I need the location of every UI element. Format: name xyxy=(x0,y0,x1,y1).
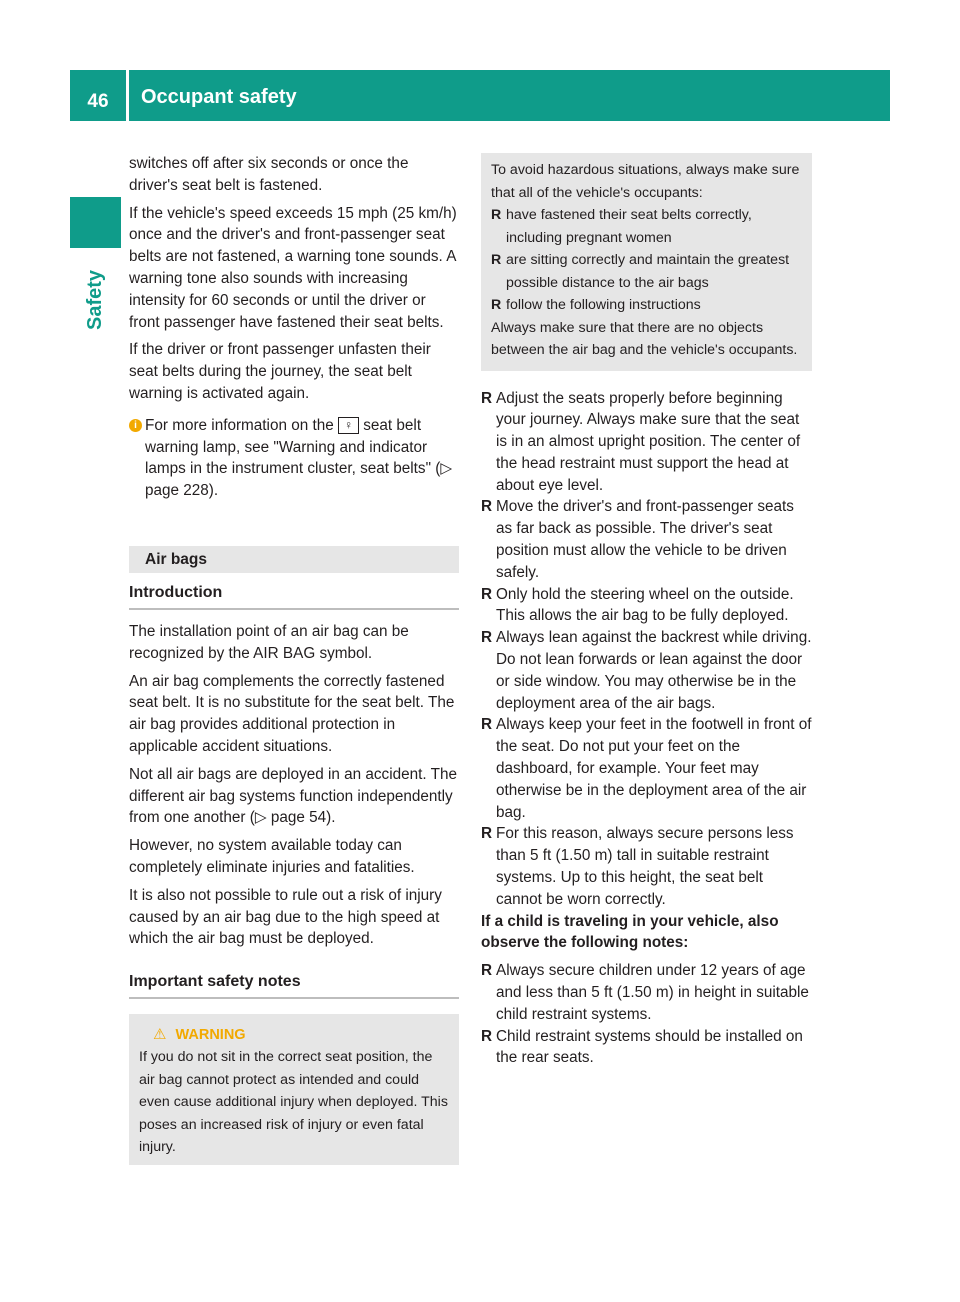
info-icon: i xyxy=(129,419,142,432)
list-item xyxy=(481,1026,812,1070)
page-number: 46 xyxy=(87,91,109,112)
list-item xyxy=(481,584,812,628)
box-intro: To avoid hazardous situations, always make sure that all of the vehicle's occupants: xyxy=(491,162,800,201)
bullet-icon: R xyxy=(491,207,502,223)
bullet-icon: R xyxy=(481,716,493,734)
list-item-text: For this reason, always secure persons less than 5 ft (1.50 m) tall in suitable restraint systems. Up to this height, the seat belt cannot be worn correctly. xyxy=(496,825,794,908)
introduction-paragraph: The installation point of an air bag can be recognized by the AIR BAG symbol. xyxy=(129,622,409,662)
left-column xyxy=(129,153,459,1165)
info-text-before: For more information on the xyxy=(145,416,334,434)
list-item xyxy=(491,204,802,249)
subheading-introduction: Introduction xyxy=(129,583,459,610)
bullet-icon: R xyxy=(481,629,493,647)
list-item-text: Child restraint systems should be installed on the rear seats. xyxy=(496,1027,803,1067)
list-item xyxy=(491,294,802,317)
warning-triangle-icon: ⚠︎ xyxy=(153,1026,167,1044)
introduction-paragraph: An air bag complements the correctly fastened seat belt. It is no substitute for the seat belt. The air bag provides additional protection in applicable accident situations. xyxy=(129,672,455,755)
side-tab-label: Safety xyxy=(84,269,106,330)
child-notes-heading: If a child is traveling in your vehicle, also observe the following notes: xyxy=(481,912,779,952)
page-title: Occupant safety xyxy=(141,86,297,108)
list-item-text: are sitting correctly and maintain the greatest possible distance to the air bags xyxy=(506,252,790,291)
bullet-icon: R xyxy=(491,252,502,268)
list-item-text: Move the driver's and front-passenger seats as far back as possible. The driver's seat position must allow the vehicle to be driven safely. xyxy=(496,498,794,581)
bullet-icon: R xyxy=(481,389,493,407)
bullet-icon: R xyxy=(481,498,493,516)
list-item xyxy=(481,388,812,497)
bullet-icon: R xyxy=(481,585,493,603)
header-divider xyxy=(126,70,129,121)
list-item xyxy=(491,249,802,294)
introduction-paragraph: Not all air bags are deployed in an accident. The different air bag systems function independently from one another (▷ page 54). xyxy=(129,765,457,827)
list-item-text: have fastened their seat belts correctly, including pregnant women xyxy=(506,207,752,246)
introduction-paragraph: However, no system available today can completely eliminate injuries and fatalities. xyxy=(129,837,415,876)
list-item-text: follow the following instructions xyxy=(506,297,701,313)
list-item-text: Always keep your feet in the footwell in front of the seat. Do not put your feet on the dashboard, for example. Your feet may otherwise be in the deployment area of the air bag. xyxy=(496,716,812,821)
list-item xyxy=(481,627,812,714)
list-item xyxy=(481,823,812,910)
bullet-icon: R xyxy=(481,962,493,980)
child-bullet-list xyxy=(481,960,812,1069)
bullet-icon: R xyxy=(481,1027,493,1045)
box-list xyxy=(491,204,802,317)
info-note xyxy=(129,415,459,502)
introduction-paragraph: It is also not possible to rule out a risk of injury caused by an air bag due to the high speed at which the air bag must be deployed. xyxy=(129,886,442,948)
warning-text: If you do not sit in the correct seat position, the air bag cannot protect as intended and could even cause additional injury when deployed. This poses an increased risk of injury or even fatal injury. xyxy=(139,1049,448,1156)
list-item-text: Adjust the seats properly before beginning your journey. Always make sure that the seat is in an almost upright position. The center of the head restraint must support the head at about eye level. xyxy=(496,389,801,494)
warning-box xyxy=(129,1014,459,1165)
seatbelt-warning-icon: ♀︎ xyxy=(338,417,359,434)
list-item xyxy=(481,960,812,1025)
occupant-instructions-box xyxy=(481,153,812,371)
side-tab-marker xyxy=(70,197,121,248)
list-item xyxy=(481,496,812,583)
safety-bullet-list xyxy=(481,388,812,911)
list-item xyxy=(481,714,812,823)
warning-title-text: WARNING xyxy=(175,1027,246,1044)
list-item-text: Always lean against the backrest while driving. Do not lean forwards or lean against the door or side window. You may otherwise be in the deployment area of the air bags. xyxy=(496,629,812,712)
box-outro: Always make sure that there are no objects between the air bag and the vehicle's occupants. xyxy=(491,319,798,358)
info-text-after: seat belt warning lamp, see "Warning and indicator lamps in the instrument cluster, seat belts" (▷ page 228). xyxy=(145,416,453,500)
intro-paragraph: switches off after six seconds or once the driver's seat belt is fastened. xyxy=(129,155,409,194)
intro-paragraph: If the vehicle's speed exceeds 15 mph (25 km/h) once and the driver's and front-passenger seat belts are not fastened, a warning tone sounds. A warning tone also sounds with increasing intensity for 60 seconds or until the driver or front passenger have fastened their seat belts. xyxy=(129,204,457,331)
subheading-important-safety-notes: Important safety notes xyxy=(129,972,459,999)
list-item-text: Only hold the steering wheel on the outside. This allows the air bag to be fully deployed. xyxy=(496,585,794,625)
warning-title xyxy=(139,1024,449,1046)
bullet-icon: R xyxy=(491,297,502,313)
list-item-text: Always secure children under 12 years of age and less than 5 ft (1.50 m) in height in suitable child restraint systems. xyxy=(496,962,809,1023)
right-column xyxy=(481,153,812,1069)
intro-paragraph: If the driver or front passenger unfasten their seat belts during the journey, the seat belt warning is activated again. xyxy=(129,341,431,402)
bullet-icon: R xyxy=(481,825,493,843)
section-heading-air-bags: Air bags xyxy=(129,546,459,573)
